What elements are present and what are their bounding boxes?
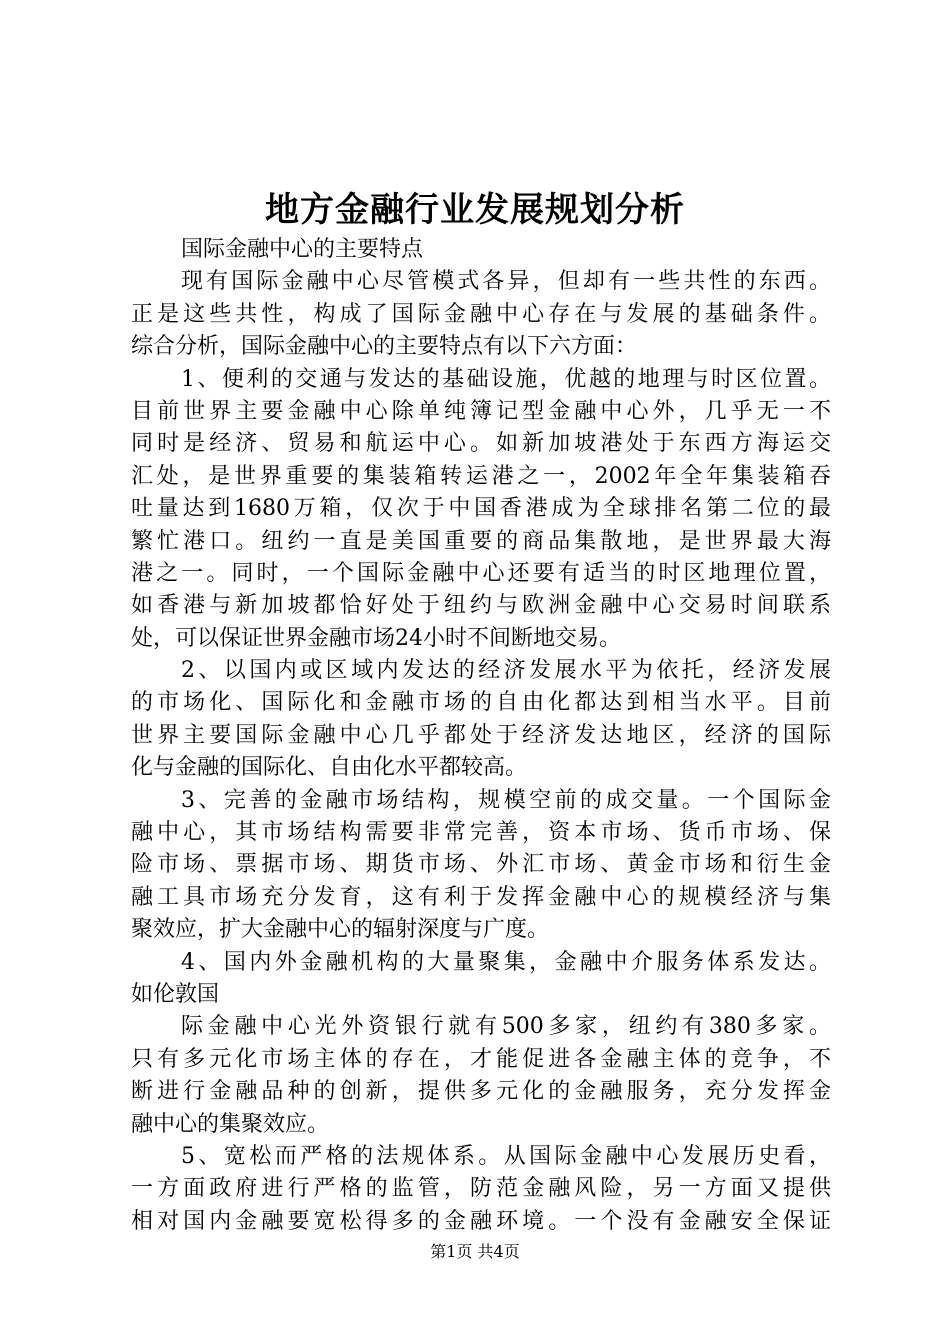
text-line: 相对国内金融要宽松得多的金融环境。一个没有金融安全保证 <box>131 1208 831 1234</box>
text-line: 世界主要国际金融中心几乎都处于经济发达地区，经济的国际 <box>131 722 831 748</box>
text-line: 现有国际金融中心尽管模式各异，但却有一些共性的东西。 <box>181 269 831 295</box>
text-line: 聚效应，扩大金融中心的辐射深度与广度。 <box>131 917 550 943</box>
text-line: 融中心的集聚效应。 <box>131 1111 330 1137</box>
page-footer: 第1页 共4页 <box>430 1242 520 1261</box>
text-line: 2、以国内或区域内发达的经济发展水平为依托，经济发展 <box>181 658 831 684</box>
text-line: 目前世界主要金融中心除单纯簿记型金融中心外，几乎无一不 <box>131 398 831 424</box>
text-line: 1、便利的交通与发达的基础设施，优越的地理与时区位置。 <box>181 366 831 392</box>
text-line: 繁忙港口。纽约一直是美国重要的商品集散地，是世界最大海 <box>131 528 831 554</box>
text-line: 际金融中心光外资银行就有500多家，纽约有380多家。 <box>181 1014 831 1040</box>
text-line: 综合分析，国际金融中心的主要特点有以下六方面： <box>131 334 638 360</box>
text-line: 融工具市场充分发育，这有利于发挥金融中心的规模经济与集 <box>131 884 831 910</box>
text-line: 化与金融的国际化、自由化水平都较高。 <box>131 755 528 781</box>
text-line: 5、宽松而严格的法规体系。从国际金融中心发展历史看， <box>181 1143 831 1169</box>
text-line: 3、完善的金融市场结构，规模空前的成交量。一个国际金 <box>181 787 831 813</box>
document-body <box>131 234 831 1238</box>
text-line: 汇处，是世界重要的集装箱转运港之一，2002年全年集装箱吞 <box>131 463 831 489</box>
text-line: 的市场化、国际化和金融市场的自由化都达到相当水平。目前 <box>131 690 831 716</box>
text-line: 险市场、票据市场、期货市场、外汇市场、黄金市场和衍生金 <box>131 852 831 878</box>
text-line: 一方面政府进行严格的监管，防范金融风险，另一方面又提供 <box>131 1176 831 1202</box>
text-line: 同时是经济、贸易和航运中心。如新加坡港处于东西方海运交 <box>131 431 831 457</box>
text-line: 正是这些共性，构成了国际金融中心存在与发展的基础条件。 <box>131 301 831 327</box>
text-line: 如伦敦国 <box>131 981 220 1007</box>
text-line: 港之一。同时，一个国际金融中心还要有适当的时区地理位置， <box>131 560 831 586</box>
text-line: 处，可以保证世界金融市场24小时不间断地交易。 <box>131 625 621 651</box>
text-line: 4、国内外金融机构的大量聚集，金融中介服务体系发达。 <box>181 949 831 975</box>
text-line: 融中心，其市场结构需要非常完善，资本市场、货币市场、保 <box>131 820 831 846</box>
text-line: 断进行金融品种的创新，提供多元化的金融服务，充分发挥金 <box>131 1079 831 1105</box>
text-line: 只有多元化市场主体的存在，才能促进各金融主体的竞争，不 <box>131 1046 831 1072</box>
text-line: 国际金融中心的主要特点 <box>181 237 424 262</box>
text-line: 吐量达到1680万箱，仅次于中国香港成为全球排名第二位的最 <box>131 496 831 522</box>
text-line: 如香港与新加坡都恰好处于纽约与欧洲金融中心交易时间联系 <box>131 593 831 619</box>
document-title: 地方金融行业发展规划分析 <box>265 190 685 230</box>
